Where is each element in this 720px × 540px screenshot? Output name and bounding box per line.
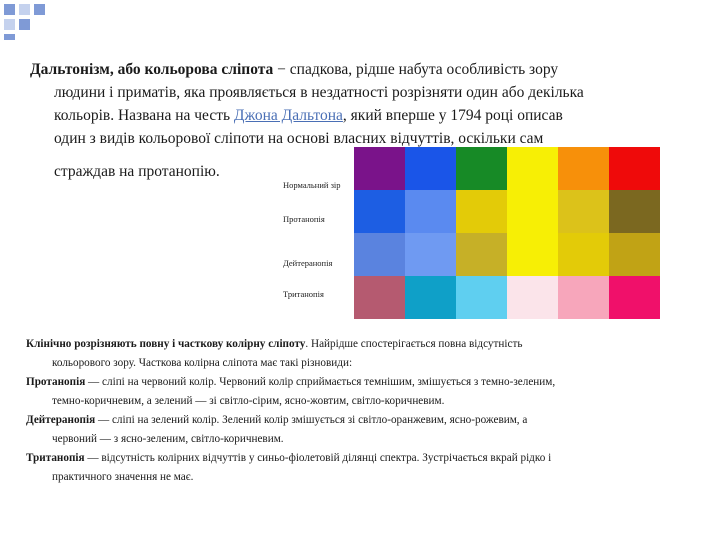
details-p3-rest: — сліпі на зелений колір. Зелений колір змішується зі світло-оранжевим, ясно-рожевим, а [95,414,528,426]
intro-line-2: людини і приматів, яка проявляється в нездатності розрізняти один або декілька [54,84,584,101]
color-swatch-r1-c4 [558,190,609,233]
color-swatch-r3-c5 [609,276,660,319]
details-section [26,335,691,487]
row-label-tritanopia: Тританопія [283,289,324,299]
color-swatch-r2-c5 [609,233,660,276]
dalton-link[interactable]: Джона Дальтона [233,107,343,124]
color-swatch-r3-c0 [354,276,405,319]
details-p4-line2: практичного значення не має. [52,471,194,483]
details-p2-line2: темно-коричневим, а зелений — зі світло-сірим, ясно-жовтим, світло-коричневим. [52,395,445,407]
color-swatch-r2-c0 [354,233,405,276]
details-p1 [26,335,691,373]
color-swatch-r2-c3 [507,233,558,276]
color-swatch-r0-c1 [405,147,456,190]
color-swatch-r0-c2 [456,147,507,190]
color-swatch-r2-c1 [405,233,456,276]
color-swatch-r0-c0 [354,147,405,190]
color-swatch-r0-c4 [558,147,609,190]
color-swatch-r3-c4 [558,276,609,319]
color-swatch-r2-c4 [558,233,609,276]
intro-paragraph [30,58,670,150]
details-p3-line2: червоний — з ясно-зеленим, світло-коричневим. [52,433,284,445]
intro-line-1-rest: − спадкова, рідше набута особливість зору [273,61,559,78]
color-swatch-r3-c1 [405,276,456,319]
color-swatch-r1-c1 [405,190,456,233]
details-p1-rest: . Найрідше спостерігається повна відсутність [305,338,523,350]
intro-bold-term: Дальтонізм, або кольорова сліпота [30,61,274,78]
details-p2 [26,373,691,411]
color-swatch-r1-c0 [354,190,405,233]
intro-line-4: один з видів кольорової сліпоти на основі власних відчуттів, оскільки сам [54,130,544,147]
color-swatch-r3-c2 [456,276,507,319]
corner-decoration [0,0,60,40]
color-vision-table [354,147,660,319]
color-swatch-r0-c5 [609,147,660,190]
color-swatch-r3-c3 [507,276,558,319]
details-p1-line2: кольорового зору. Часткова колірна сліпота має такі різновиди: [52,357,353,369]
row-label-deuteranopia: Дейтеранопія [283,258,333,268]
details-p1-bold: Клінічно розрізняють повну і часткову колірну сліпоту [26,338,306,350]
details-p2-bold: Протанопія [26,376,86,388]
intro-line-3-post: , який вперше у 1794 році описав [342,107,563,124]
color-swatch-r0-c3 [507,147,558,190]
row-label-protanopia: Протанопія [283,214,325,224]
color-swatch-r2-c2 [456,233,507,276]
details-p3-bold: Дейтеранопія [26,414,96,426]
intro-line-1 [30,58,670,81]
intro-line-3 [30,104,670,127]
details-p3 [26,411,691,449]
color-swatch-r1-c2 [456,190,507,233]
row-label-normal: Нормальний зір [283,180,341,190]
details-p4-rest: — відсутність колірних відчуттів у синьо-фіолетовій ділянці спектра. Зустрічається вкрай рідко і [84,452,552,464]
intro-line-3-pre: кольорів. Названа на честь [54,107,234,124]
details-p2-rest: — сліпі на червоний колір. Червоний колір сприймається темнішим, змішується з темно-зеленим, [85,376,556,388]
intro-line-5: страждав на протанопію. [54,163,220,180]
details-p4-bold: Тританопія [26,452,85,464]
details-p4 [26,449,691,487]
color-swatch-r1-c5 [609,190,660,233]
color-swatch-r1-c3 [507,190,558,233]
